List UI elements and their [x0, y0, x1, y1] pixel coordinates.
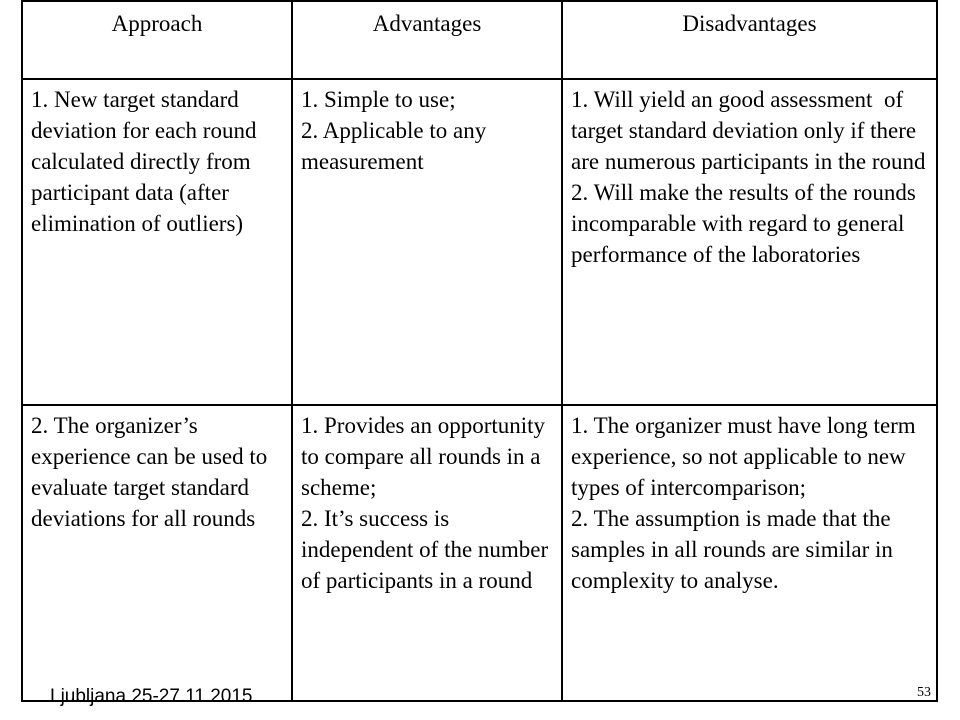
advantages-cell	[292, 79, 562, 405]
disadvantage-item: 2. The assumption is made that the samples in all rounds are similar in complexity to analyse.	[571, 506, 899, 593]
advantage-item: 2. Applicable to any measurement	[301, 118, 492, 174]
comparison-table	[21, 0, 938, 702]
page-number: 53	[917, 685, 931, 700]
approach-text: 2. The organizer’s experience can be used to evaluate target standard deviations for all rounds	[31, 413, 274, 531]
header-disadvantages: Disadvantages	[562, 1, 937, 79]
approach-text: 1. New target standard deviation for each round calculated directly from participant data (after elimination of outliers)	[31, 87, 263, 236]
disadvantage-item: 1. Will yield an good assessment of target standard deviation only if there are numerous participants in the round	[571, 87, 926, 174]
disadvantage-item: 1. The organizer must have long term experience, so not applicable to new types of intercomparison;	[571, 413, 922, 500]
approach-cell	[22, 405, 292, 701]
table-row	[22, 405, 937, 701]
header-advantages: Advantages	[292, 1, 562, 79]
disadvantage-item: 2. Will make the results of the rounds incomparable with regard to general performance of the laboratories	[571, 180, 928, 267]
table-row	[22, 79, 937, 405]
disadvantages-cell	[562, 405, 937, 701]
disadvantages-cell	[562, 79, 937, 405]
footer-location-date: Ljubljana 25-27.11.2015	[50, 686, 253, 707]
advantages-cell	[292, 405, 562, 701]
advantage-item: 2. It’s success is independent of the number of participants in a round	[301, 506, 554, 593]
approach-cell	[22, 79, 292, 405]
advantage-item: 1. Provides an opportunity to compare all rounds in a scheme;	[301, 413, 551, 500]
header-approach: Approach	[22, 1, 292, 79]
advantage-item: 1. Simple to use;	[301, 87, 456, 112]
table-header-row	[22, 1, 937, 79]
